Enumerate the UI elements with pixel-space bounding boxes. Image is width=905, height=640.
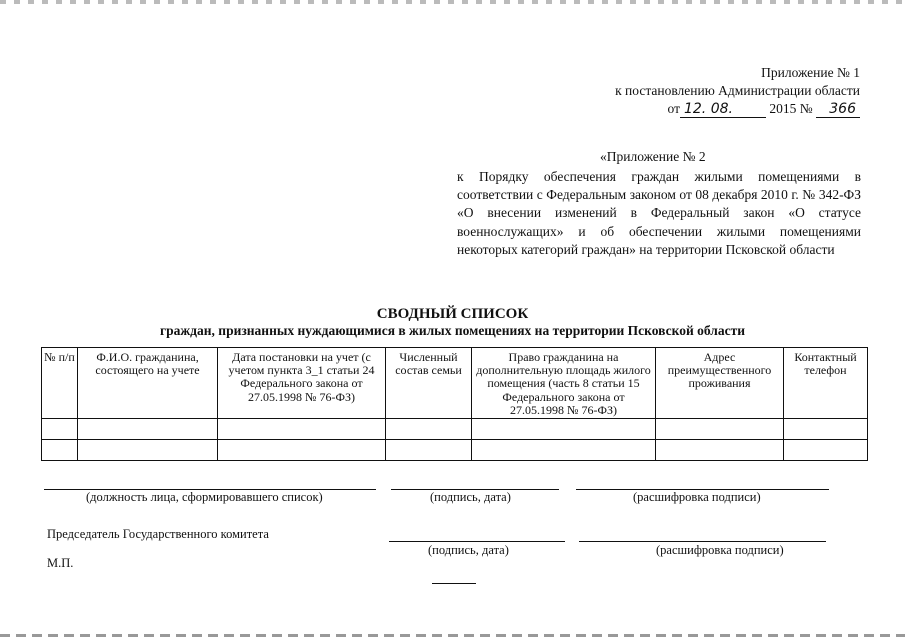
attachment-2-body: к Порядку обеспечения граждан жилыми помещениями в соответствии с Федеральным законом от 08 декабря 2010 г. № 342-ФЗ «О внесении изменений в Федеральный закон «О статусе военнослужащих» и об обеспечении жилыми помещениями некоторых категорий граждан» на территории Псковской области [457, 169, 861, 257]
column-header-number: № п/п [42, 348, 78, 419]
table-row [42, 419, 868, 440]
table-cell [78, 440, 218, 461]
attachment-1-resolution: к постановлению Администрации области [615, 83, 860, 98]
transcript-caption: (расшифровка подписи) [633, 490, 761, 504]
column-header-additional-area: Право гражданина на дополнительную площадь жилого помещения (часть 8 статьи 15 Федерального закона от 27.05.1998 № 76-ФЗ) [472, 348, 656, 419]
position-caption: (должность лица, сформировавшего список) [86, 490, 323, 504]
attachment-2-title: «Приложение № 2 [600, 149, 706, 164]
stamp-label: М.П. [47, 556, 74, 570]
signature-date-caption: (подпись, дата) [430, 490, 511, 504]
document-subtitle: граждан, признанных нуждающимися в жилых помещениях на территории Псковской области [160, 323, 745, 338]
table-cell [784, 419, 868, 440]
table-cell [386, 440, 472, 461]
table-cell [386, 419, 472, 440]
chairman-signature-line [389, 541, 565, 542]
chairman-signature-caption: (подпись, дата) [428, 543, 509, 557]
chairman-label: Председатель Государственного комитета [47, 527, 269, 541]
attachment-1-block [560, 64, 860, 118]
table-header-row [42, 348, 868, 419]
column-header-phone: Контактный телефон [784, 348, 868, 419]
handwritten-number: 366 [816, 102, 860, 118]
column-header-family-size: Численный состав семьи [386, 348, 472, 419]
chairman-transcript-line [579, 541, 826, 542]
scan-top-edge [0, 0, 905, 4]
attachment-1-date-line [560, 100, 860, 118]
table-cell [656, 419, 784, 440]
year-text: 2015 № [769, 101, 813, 116]
table-cell [472, 419, 656, 440]
date-prefix: от [667, 101, 680, 116]
table-cell [656, 440, 784, 461]
table-cell [42, 440, 78, 461]
table-cell [784, 440, 868, 461]
scan-bottom-edge [0, 634, 905, 637]
table-cell [218, 419, 386, 440]
attachment-1-title: Приложение № 1 [761, 65, 860, 80]
summary-table [41, 347, 868, 461]
closing-line [432, 583, 476, 584]
table-cell [472, 440, 656, 461]
table-cell [78, 419, 218, 440]
table-row [42, 440, 868, 461]
handwritten-date: 12. 08. [680, 102, 766, 118]
column-header-registration-date: Дата постановки на учет (с учетом пункта 3_1 статьи 24 Федерального закона от 27.05.1998 № 76-ФЗ) [218, 348, 386, 419]
column-header-address: Адрес преимущественного проживания [656, 348, 784, 419]
table-cell [42, 419, 78, 440]
table-cell [218, 440, 386, 461]
column-header-name: Ф.И.О. гражданина, состоящего на учете [78, 348, 218, 419]
document-title: СВОДНЫЙ СПИСОК [376, 306, 529, 322]
chairman-transcript-caption: (расшифровка подписи) [656, 543, 784, 557]
